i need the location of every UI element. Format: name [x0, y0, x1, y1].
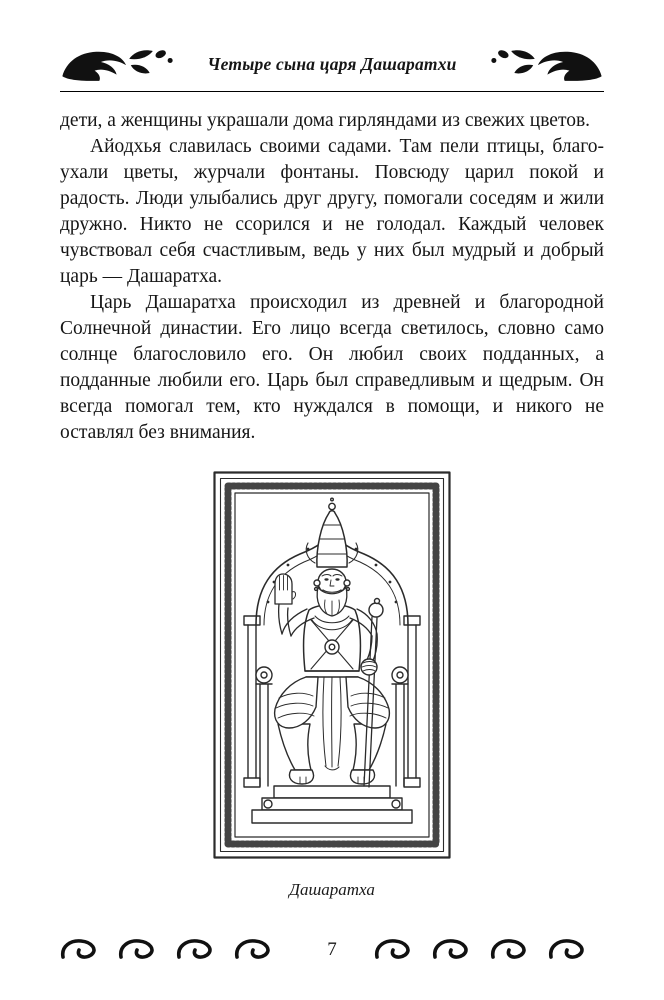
footer-wave-left-icon	[60, 938, 290, 962]
paragraph: Айодхья славилась своими садами. Там пели птицы, благоухали цветы, журчали фонтаны. Повсюду царил покой и радость. Люди улыбались друг другу, помогали соседям и жили дружно. Никто не ссорился и не голодал. Каждый человек чувствовал себя счастливым, ведь у них был мудрый и добрый царь — Дашаратха.	[60, 136, 604, 287]
header-row	[60, 46, 604, 82]
page-header	[60, 46, 604, 92]
paragraph: дети, а женщины украшали дома гирляндами из свежих цветов.	[60, 110, 591, 131]
illustration-frame	[212, 470, 452, 860]
header-flourish-right-icon	[486, 46, 604, 82]
paragraph: Царь Дашаратха происходил из древней и благородной Солнечной династии. Его лицо всегда светилось, словно само солнце благословило его. Он любил своих подданных, а подданные любили его. Царь был справедливым и щедрым. Он всегда помогал тем, кто нуждался в помощи, и никого не оставлял без внимания.	[60, 292, 604, 443]
page-body	[60, 108, 604, 900]
running-title: Четыре сына царя Дашаратхи	[207, 53, 457, 74]
illustration-dasharatha	[212, 470, 452, 900]
page-footer	[60, 938, 604, 962]
illustration-caption: Дашаратха	[289, 880, 375, 899]
page-number: 7	[327, 939, 337, 960]
header-rule	[60, 91, 604, 92]
footer-wave-right-icon	[374, 938, 604, 962]
header-flourish-left-icon	[60, 46, 178, 82]
